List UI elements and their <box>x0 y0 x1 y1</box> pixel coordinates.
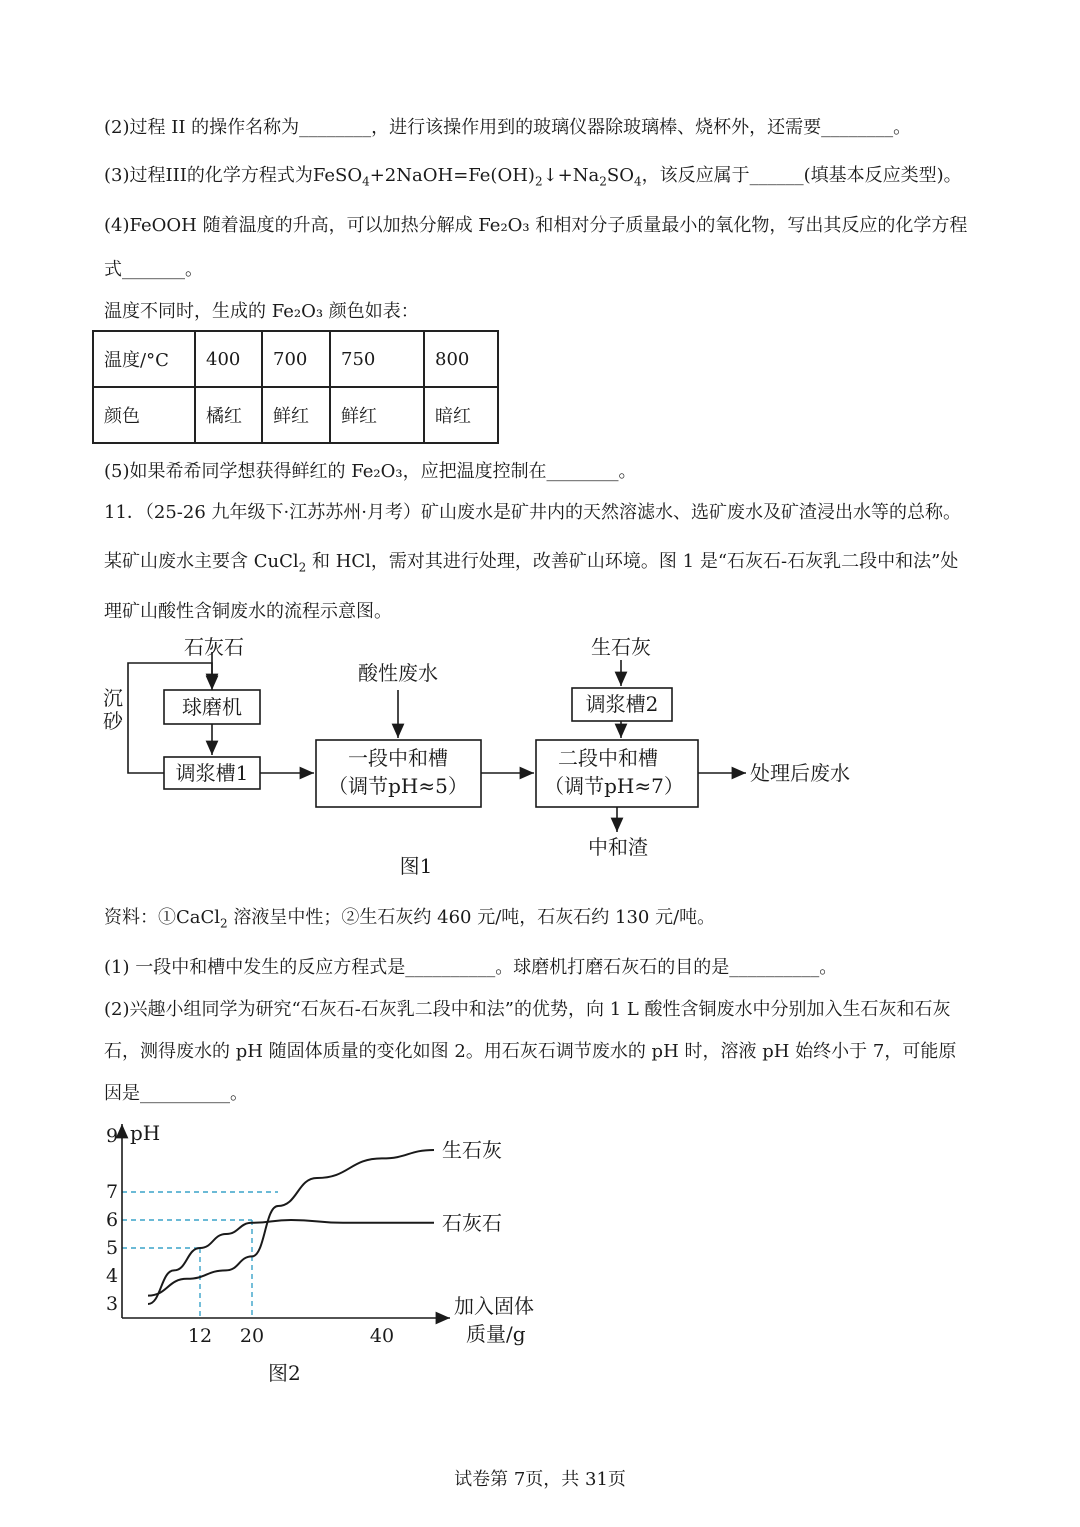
series-label: 生石灰 <box>442 1138 502 1162</box>
question-2: (2)过程 II 的操作名称为________，进行该操作用到的玻璃仪器除玻璃棒、烧杯外，还需要________。 <box>104 117 912 138</box>
stage2-ph-label: （调节pH≈7） <box>544 774 684 798</box>
part-1: (1) 一段中和槽中发生的反应方程式是__________。球磨机打磨石灰石的目的是__________。 <box>104 957 838 978</box>
sand-label-1: 沉 <box>103 686 123 710</box>
table-cell: 温度/°C <box>93 331 195 387</box>
table-cell: 鲜红 <box>262 387 330 443</box>
question-4-line1: (4)FeOOH 随着温度的升高，可以加热分解成 Fe₂O₃ 和相对分子质量最小的氧化物，写出其反应的化学方程 <box>104 215 968 236</box>
acid-wastewater-label: 酸性废水 <box>358 661 438 685</box>
question-11-line2: 某矿山废水主要含 CuCl$_2$ 和 HCl，需对其进行处理，改善矿山环境。图 1 是“石灰石-石灰乳二段中和法”处 <box>104 551 959 575</box>
page-footer: 试卷第 7页，共 31页 <box>454 1469 626 1490</box>
series-line-1 <box>148 1220 434 1304</box>
x-tick-label: 20 <box>239 1325 265 1347</box>
limestone-label: 石灰石 <box>184 635 244 659</box>
sand-label-2: 砂 <box>103 709 123 733</box>
series-label: 石灰石 <box>442 1210 502 1235</box>
part-2-line1: (2)兴趣小组同学为研究“石灰石-石灰乳二段中和法”的优势，向 1 L 酸性含铜废水中分别加入生石灰和石灰 <box>104 999 951 1020</box>
table-cell: 颜色 <box>93 387 195 443</box>
temperature-color-table <box>92 330 499 444</box>
figure1-caption: 图1 <box>399 854 433 878</box>
info-note: 资料：①CaCl$_2$ 溶液呈中性；②生石灰约 460 元/吨，石灰石约 130 元/吨。 <box>104 907 716 931</box>
table-cell: 750 <box>330 331 424 387</box>
question-5: (5)如果希希同学想获得鲜红的 Fe₂O₃，应把温度控制在________。 <box>104 461 637 482</box>
residue-label: 中和渣 <box>588 835 648 859</box>
y-axis-label: pH <box>130 1121 161 1145</box>
table-intro: 温度不同时，生成的 Fe₂O₃ 颜色如表： <box>104 301 419 322</box>
question-11-line3: 理矿山酸性含铜废水的流程示意图。 <box>104 601 392 622</box>
y-tick-label: 3 <box>106 1293 119 1315</box>
part-2-line2: 石，测得废水的 pH 随固体质量的变化如图 2。用石灰石调节废水的 pH 时，溶液 pH 始终小于 7，可能原 <box>104 1041 957 1062</box>
table-cell: 700 <box>262 331 330 387</box>
table-cell: 橘红 <box>195 387 262 443</box>
question-11-line1: 11．（25-26 九年级下·江苏苏州·月考）矿山废水是矿井内的天然溶滤水、选矿废水及矿渣浸出水等的总称。 <box>104 502 961 523</box>
ball-mill-label: 球磨机 <box>182 695 242 719</box>
y-tick-label: 7 <box>106 1181 119 1203</box>
figure2-caption: 图2 <box>268 1361 301 1385</box>
table-row <box>93 387 498 443</box>
stage1-label: 一段中和槽 <box>348 746 448 770</box>
x-axis-label-2: 质量/g <box>466 1322 526 1346</box>
treated-wastewater-label: 处理后废水 <box>750 761 850 785</box>
question-3: (3)过程III的化学方程式为$FeSO_4+2NaOH=Fe(OH)_2↓+Na_2SO_4$，该反应属于______(填基本反应类型)。 <box>104 165 962 189</box>
y-tick-label: 9 <box>106 1125 119 1147</box>
part-2-line3: 因是__________。 <box>104 1083 248 1104</box>
x-tick-label: 12 <box>187 1325 213 1347</box>
table-cell: 鲜红 <box>330 387 424 443</box>
x-axis-label-1: 加入固体 <box>454 1294 534 1318</box>
stage2-label: 二段中和槽 <box>558 746 658 770</box>
table-cell: 800 <box>424 331 498 387</box>
table-row <box>93 331 498 387</box>
quicklime-label: 生石灰 <box>591 635 651 659</box>
stage1-ph-label: （调节pH≈5） <box>328 774 468 798</box>
question-4-line2: 式_______。 <box>104 259 203 280</box>
ph-chart <box>100 1118 560 1390</box>
tank2-label: 调浆槽2 <box>585 692 659 716</box>
table-cell: 400 <box>195 331 262 387</box>
process-flow-diagram <box>100 630 880 880</box>
table-cell: 暗红 <box>424 387 498 443</box>
y-tick-label: 6 <box>106 1209 119 1231</box>
y-tick-label: 4 <box>106 1265 119 1287</box>
tank1-label: 调浆槽1 <box>175 761 249 785</box>
x-tick-label: 40 <box>369 1325 395 1347</box>
y-tick-label: 5 <box>106 1237 119 1259</box>
